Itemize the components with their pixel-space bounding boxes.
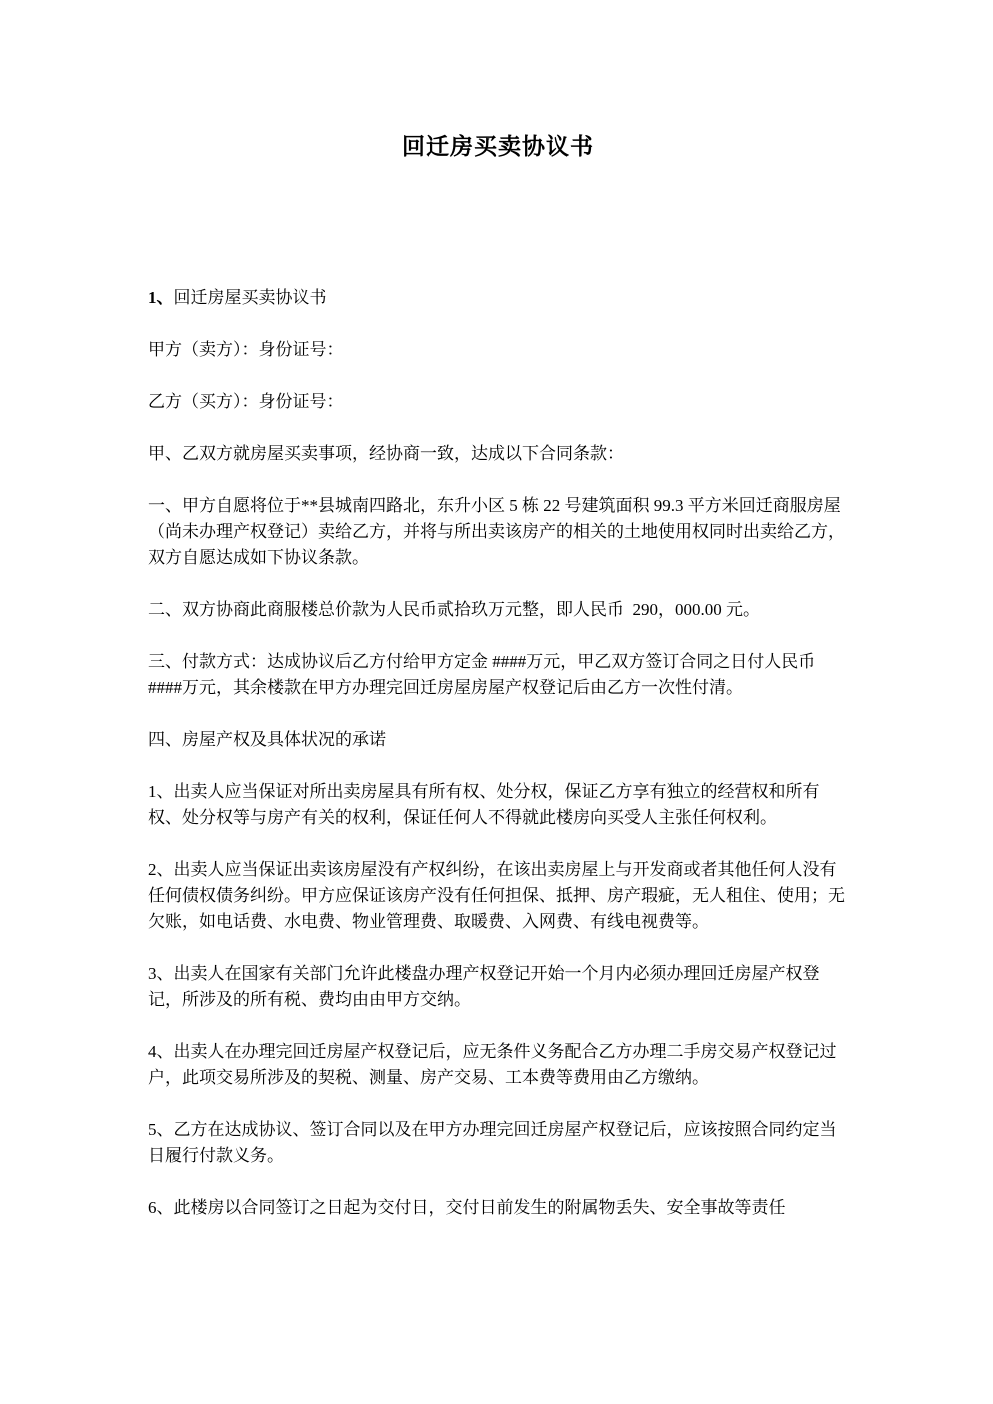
sub-clause-2: 2、出卖人应当保证出卖该房屋没有产权纠纷，在该出卖房屋上与开发商或者其他任何人没有任何债权债务纠纷。甲方应保证该房产没有任何担保、抵押、房产瑕疵，无人租住、使用；无欠账，如电话费、水电费、物业管理费、取暖费、入网费、有线电视费等。	[148, 860, 845, 931]
sub-clause-3: 3、出卖人在国家有关部门允许此楼盘办理产权登记开始一个月内必须办理回迁房屋产权登记，所涉及的所有税、费均由由甲方交纳。	[148, 964, 820, 1009]
clause-1-property: 一、甲方自愿将位于**县城南四路北，东升小区 5 栋 22 号建筑面积 99.3 平方米回迁商服房屋（尚未办理产权登记）卖给乙方，并将与所出卖该房产的相关的土地使用权同时出卖给乙方，双方自愿达成如下协议条款。	[148, 496, 845, 567]
list-item-1-text: 回迁房屋买卖协议书	[173, 288, 327, 307]
sub-clause-4: 4、出卖人在办理完回迁房屋产权登记后，应无条件义务配合乙方办理二手房交易产权登记过户，此项交易所涉及的契税、测量、房产交易、工本费等费用由乙方缴纳。	[148, 1042, 837, 1087]
sub-clause-1: 1、出卖人应当保证对所出卖房屋具有所有权、处分权，保证乙方享有独立的经营权和所有权、处分权等与房产有关的权利，保证任何人不得就此楼房向买受人主张任何权利。	[148, 782, 820, 827]
sub-clause-6: 6、此楼房以合同签订之日起为交付日，交付日前发生的附属物丢失、安全事故等责任	[148, 1198, 786, 1217]
clause-4-ownership-heading: 四、房屋产权及具体状况的承诺	[148, 730, 386, 749]
clause-2-price: 二、双方协商此商服楼总价款为人民币贰拾玖万元整，即人民币 290，000.00 元。	[148, 600, 760, 619]
party-a-line: 甲方（卖方）：身份证号：	[148, 340, 344, 359]
list-number: 1、	[148, 288, 174, 307]
preamble-line: 甲、乙双方就房屋买卖事项，经协商一致，达成以下合同条款：	[148, 444, 624, 463]
clause-3-payment: 三、付款方式：达成协议后乙方付给甲方定金 ####万元，甲乙双方签订合同之日付人民币####万元，其余楼款在甲方办理完回迁房屋房屋产权登记后由乙方一次性付清。	[148, 652, 816, 697]
document-title: 回迁房买卖协议书	[402, 134, 594, 159]
sub-clause-5: 5、乙方在达成协议、签订合同以及在甲方办理完回迁房屋产权登记后，应该按照合同约定当日履行付款义务。	[148, 1120, 837, 1165]
list-item-1-heading	[148, 285, 848, 311]
party-b-line: 乙方（买方）：身份证号：	[148, 392, 344, 411]
